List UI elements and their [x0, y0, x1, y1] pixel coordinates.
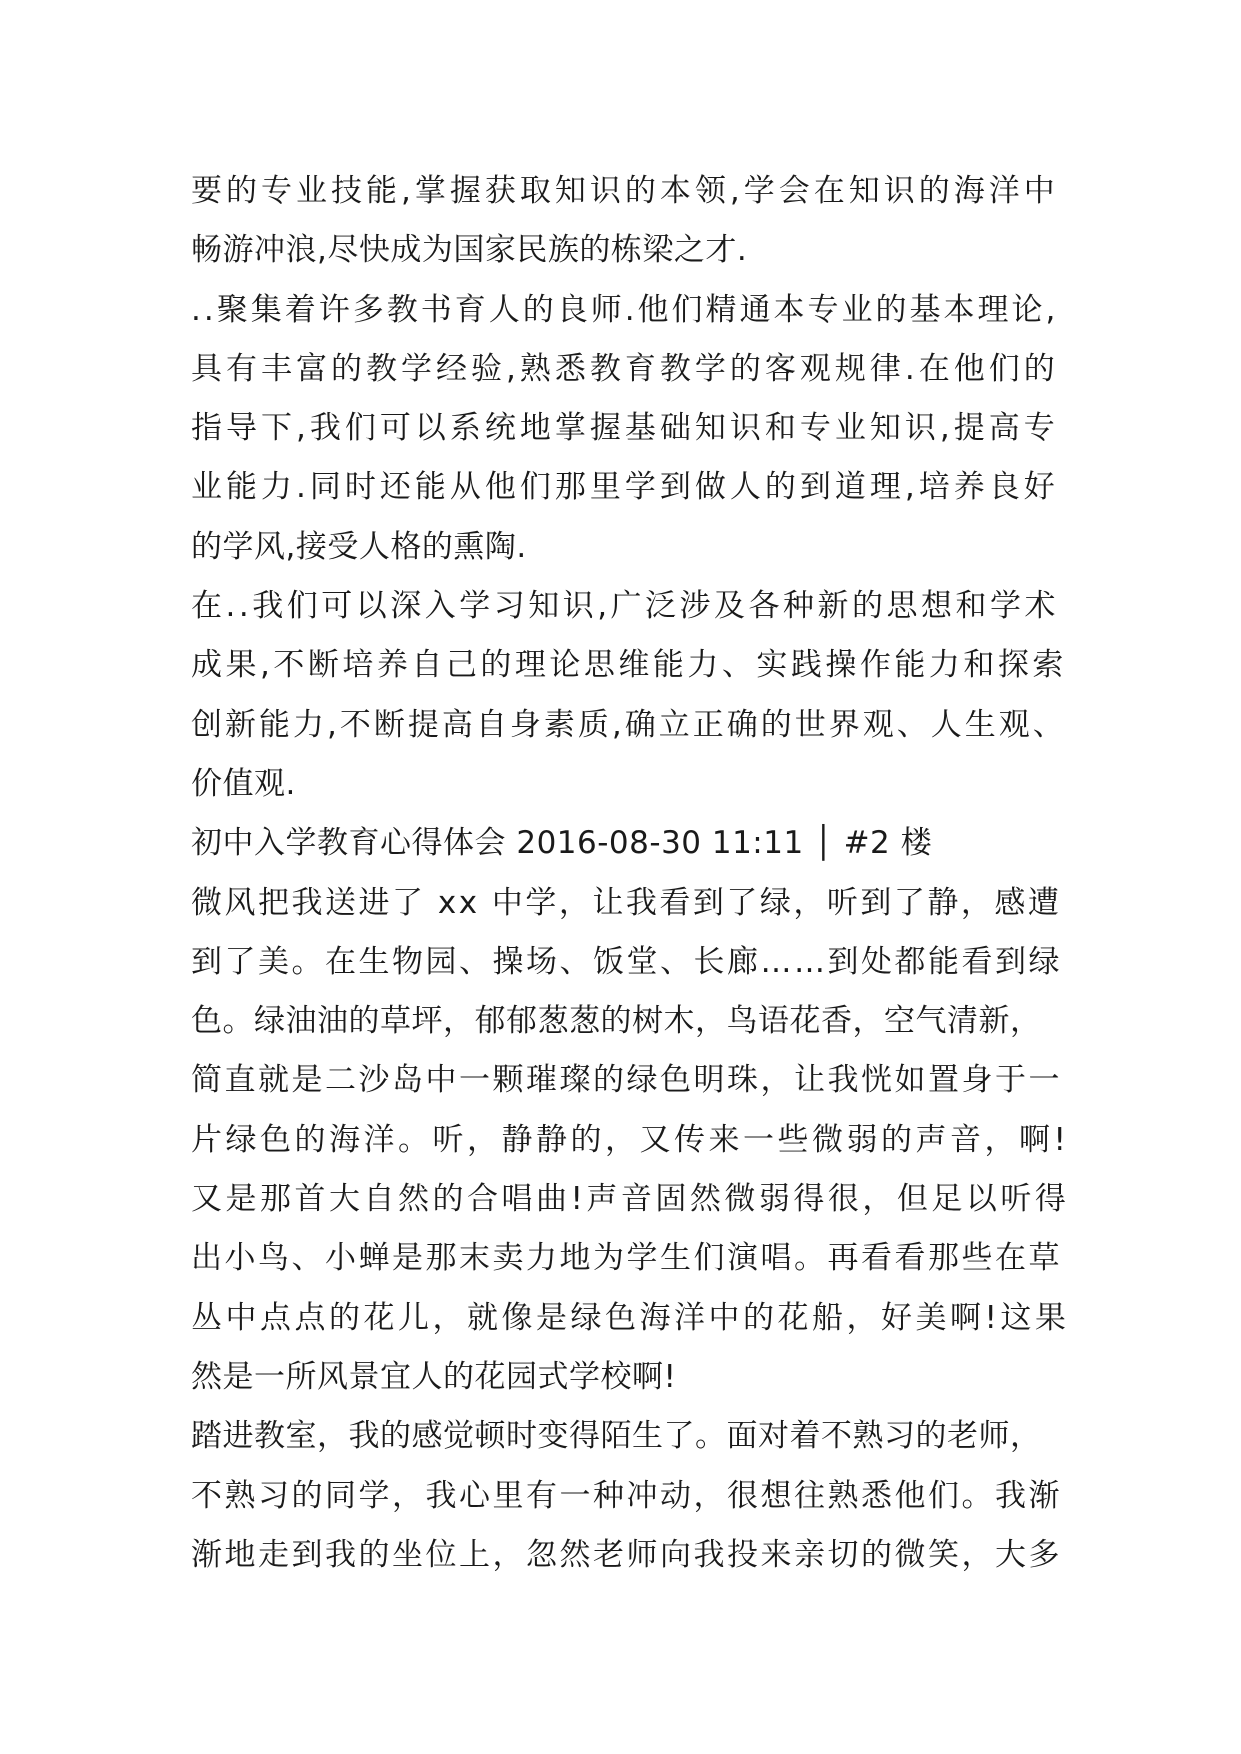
text-line-17: 片绿色的海洋。听，静静的，又传来一些微弱的声音，啊! — [191, 1121, 1070, 1158]
text-line-15: 色。绿油油的草坪，郁郁葱葱的树木，鸟语花香，空气清新， — [191, 1003, 1042, 1040]
text-line-8: 在..我们可以深入学习知识,广泛涉及各种新的思想和学术 — [191, 588, 1060, 625]
text-line-19: 出小鸟、小蝉是那末卖力地为学生们演唱。再看看那些在草 — [191, 1240, 1062, 1277]
text-line-16: 简直就是二沙岛中一颗璀璨的绿色明珠，让我恍如置身于一 — [191, 1062, 1062, 1099]
text-line-3: ..聚集着许多教书育人的良师.他们精通本专业的基本理论, — [191, 291, 1059, 328]
text-line-10: 创新能力,不断提高自身素质,确立正确的世界观、人生观、 — [191, 706, 1067, 743]
text-line-23: 不熟习的同学，我心里有一种冲动，很想往熟悉他们。我渐 — [191, 1477, 1062, 1514]
article-body — [191, 162, 1071, 1585]
text-line-13: 微风把我送进了 xx 中学，让我看到了绿，听到了静，感遭 — [191, 884, 1062, 921]
text-line-4: 具有丰富的教学经验,熟悉教育教学的客观规律.在他们的 — [191, 350, 1059, 387]
text-line-22: 踏进教室，我的感觉顿时变得陌生了。面对着不熟习的老师， — [191, 1418, 1042, 1455]
text-line-11: 价值观. — [191, 765, 296, 802]
text-line-21: 然是一所风景宜人的花园式学校啊! — [191, 1358, 677, 1395]
text-line-14: 到了美。在生物园、操场、饭堂、长廊……到处都能看到绿 — [191, 943, 1062, 980]
text-line-1: 要的专业技能,掌握获取知识的本领,学会在知识的海洋中 — [191, 173, 1059, 209]
text-line-9: 成果,不断培养自己的理论思维能力、实践操作能力和探索 — [191, 647, 1067, 684]
text-line-2: 畅游冲浪,尽快成为国家民族的栋梁之才. — [191, 232, 748, 269]
text-line-6: 业能力.同时还能从他们那里学到做人的到道理,培养良好 — [191, 469, 1059, 506]
text-line-20: 丛中点点的花儿，就像是绿色海洋中的花船，好美啊!这果 — [191, 1299, 1070, 1336]
text-line-7: 的学风,接受人格的熏陶. — [191, 528, 527, 565]
post-header-line: 初中入学教育心得体会 2016-08-30 11:11 │ #2 楼 — [191, 825, 933, 862]
text-line-5: 指导下,我们可以系统地掌握基础知识和专业知识,提高专 — [191, 410, 1059, 447]
text-line-18: 又是那首大自然的合唱曲!声音固然微弱得很，但足以听得 — [191, 1181, 1070, 1218]
text-line-24: 渐地走到我的坐位上，忽然老师向我投来亲切的微笑，大多 — [191, 1536, 1062, 1573]
